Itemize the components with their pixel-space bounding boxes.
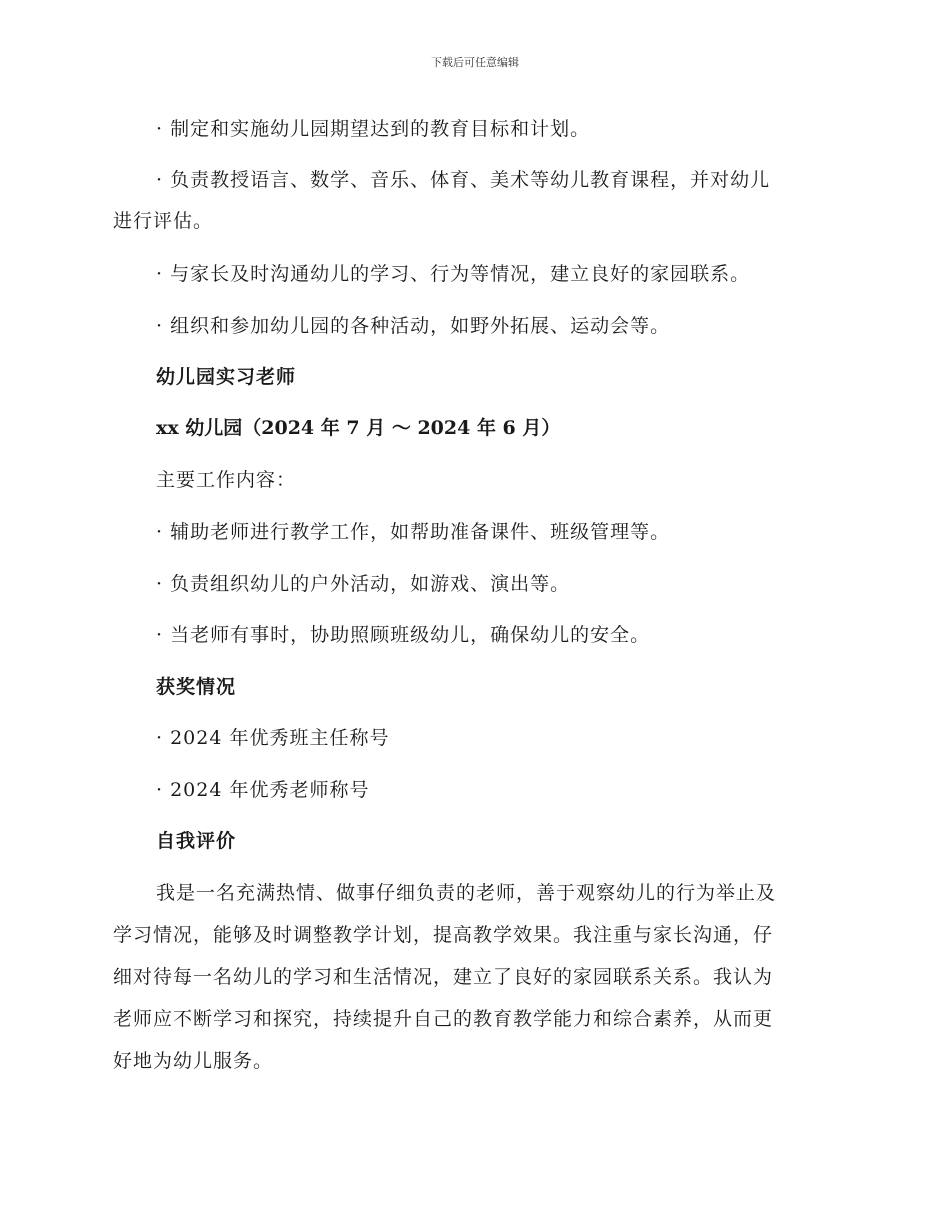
duty-item: · 与家长及时沟通幼儿的学习、行为等情况，建立良好的家园联系。 — [156, 263, 751, 285]
duty-item: · 制定和实施幼儿园期望达到的教育目标和计划。 — [156, 118, 591, 140]
internship-title: 幼儿园实习老师 — [156, 366, 297, 388]
self-evaluation-heading: 自我评价 — [156, 830, 237, 852]
work-item: · 辅助老师进行教学工作，如帮助准备课件、班级管理等。 — [156, 521, 671, 543]
duty-item-continuation: 进行评估。 — [113, 210, 214, 232]
award-item: · 2024 年优秀班主任称号 — [156, 727, 390, 749]
work-item: · 负责组织幼儿的户外活动，如游戏、演出等。 — [156, 573, 571, 595]
self-evaluation-line: 老师应不断学习和探究，持续提升自己的教育教学能力和综合素养，从而更 — [113, 1008, 774, 1030]
self-evaluation-line: 学习情况，能够及时调整教学计划，提高教学效果。我注重与家长沟通，仔 — [113, 924, 774, 946]
award-item: · 2024 年优秀老师称号 — [156, 779, 370, 801]
self-evaluation-line: 好地为幼儿服务。 — [113, 1050, 274, 1072]
self-evaluation-line: 细对待每一名幼儿的学习和生活情况，建立了良好的家园联系关系。我认为 — [113, 966, 774, 988]
internship-place-dates: xx 幼儿园（2024 年 7 月 ～ 2024 年 6 月） — [156, 417, 561, 439]
work-item: · 当老师有事时，协助照顾班级幼儿，确保幼儿的安全。 — [156, 624, 651, 646]
work-content-label: 主要工作内容： — [156, 469, 297, 491]
self-evaluation-line: 我是一名充满热情、做事仔细负责的老师，善于观察幼儿的行为举止及 — [156, 882, 777, 904]
duty-item: · 负责教授语言、数学、音乐、体育、美术等幼儿教育课程，并对幼儿 — [156, 169, 771, 191]
duty-item: · 组织和参加幼儿园的各种活动，如野外拓展、运动会等。 — [156, 315, 671, 337]
page-header-note: 下载后可任意编辑 — [431, 56, 519, 69]
awards-heading: 获奖情况 — [156, 676, 237, 698]
